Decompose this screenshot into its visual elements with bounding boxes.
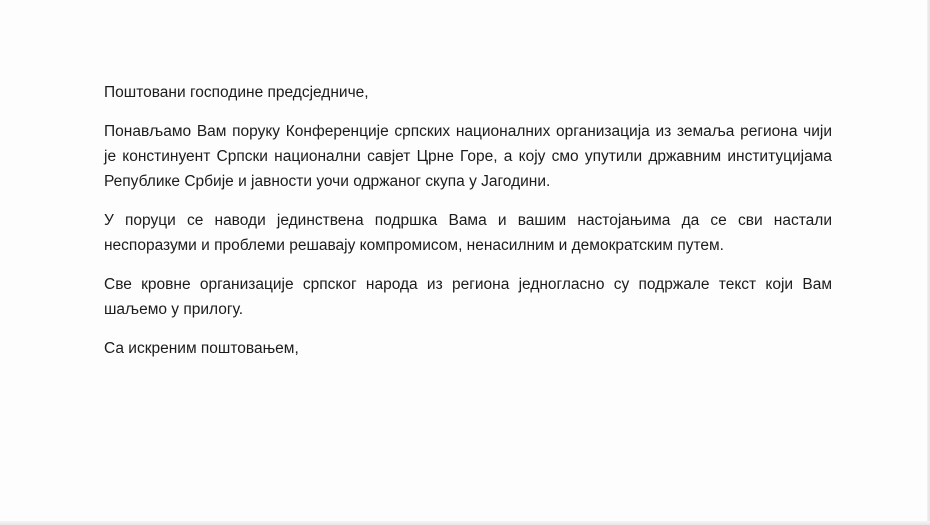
- letter-closing: Са искреним поштовањем,: [104, 340, 299, 357]
- letter-paragraph-3: Све кровне организације српског народа из региона једногласно су подржале текст који Вам шаљемо у прилогу.: [104, 276, 832, 318]
- letter-salutation: Поштовани господине предсједниче,: [104, 84, 369, 101]
- page-edge-bottom: [0, 521, 930, 525]
- letter-body: [104, 80, 832, 375]
- letter-paragraph-2: У поруци се наводи јединствена подршка Вама и вашим настојањима да се сви настали неспоразуми и проблеми решавају компромисом, ненасилним и демократским путем.: [104, 212, 832, 254]
- letter-paragraph-1: Понављамо Вам поруку Конференције српских националних организација из земаља региона чији је констинуент Српски национални савјет Црне Горе, а коју смо упутили државним институцијама Републике Србије и јавности уочи одржаног скупа у Јагодини.: [104, 123, 832, 190]
